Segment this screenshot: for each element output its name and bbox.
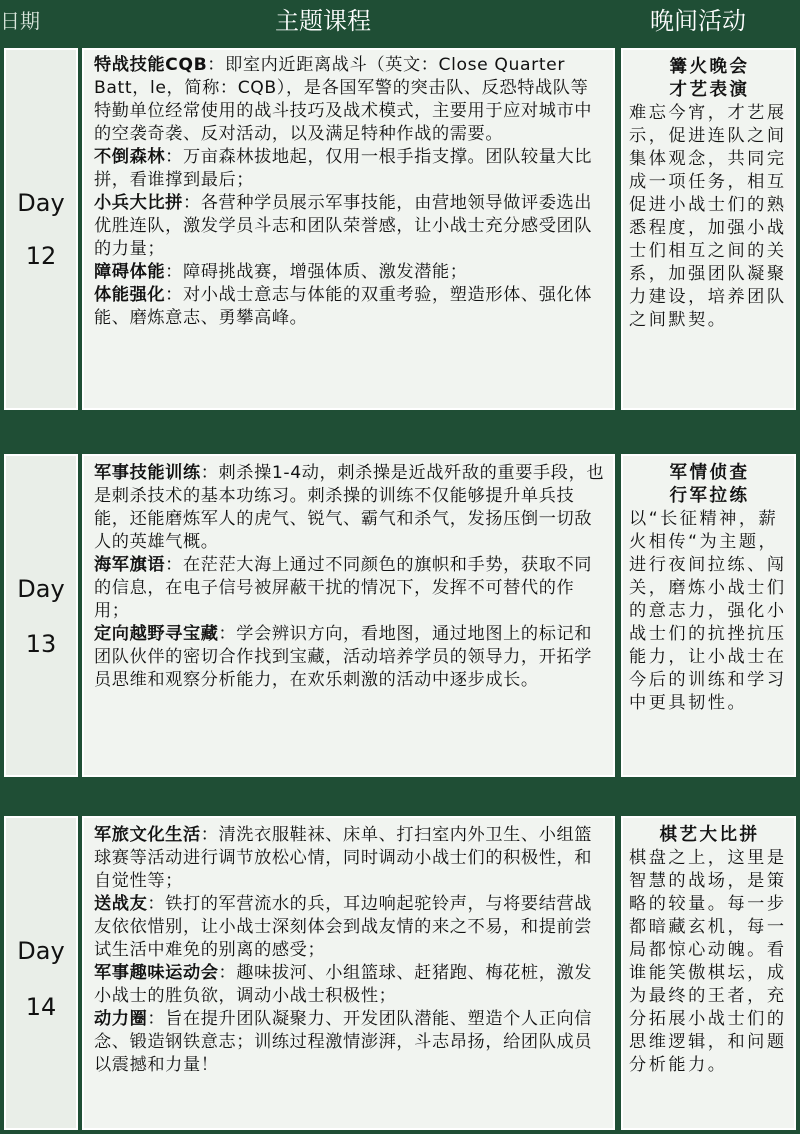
course-item-text: ：趣味拔河、小组篮球、赶猪跑、梅花桩，激发小战士的胜负欲，调动小战士积极性； [94, 963, 593, 1006]
course-item-title: 小兵大比拼 [94, 193, 183, 213]
main-course-text [94, 54, 605, 330]
course-item-title: 送战友 [94, 894, 148, 914]
day-cell [2, 46, 80, 412]
evening-activity-cell [619, 452, 798, 779]
day-cell [2, 814, 80, 1132]
day-number: 12 [25, 242, 57, 270]
course-item-title: 海军旗语 [94, 555, 166, 575]
course-item-text: ：旨在提升团队凝聚力、开发团队潜能、塑造个人正向信念、锻造钢铁意志；训练过程激情澎湃，斗志昂扬，给团队成员以震撼和力量！ [94, 1009, 593, 1075]
day-word: Day [17, 189, 65, 217]
course-item-title: 体能强化 [94, 285, 166, 305]
course-item-title: 定向越野寻宝藏 [94, 624, 219, 644]
course-item-text: ：清洗衣服鞋袜、床单、打扫室内外卫生、小组篮球赛等活动进行调节放松心情，同时调动小战士们的积极性，和自觉性等； [94, 825, 593, 891]
evening-activity-cell [619, 814, 798, 1132]
course-item [94, 1008, 605, 1077]
evening-title: 军情侦查 [669, 463, 750, 483]
evening-body: 以“长征精神，薪火相传“为主题，进行夜间拉练、闯关，磨炼小战士们的意志力，强化小战士们的抗挫抗压能力，让小战士在今后的训练和学习中更具韧性。 [629, 509, 787, 713]
course-item [94, 462, 605, 554]
evening-title: 棋艺大比拼 [659, 825, 760, 845]
main-course-column-header: 主题课程 [275, 7, 371, 35]
evening-activity-text [629, 824, 790, 1077]
course-item [94, 192, 605, 261]
course-item-text: ：铁打的军营流水的兵，耳边响起驼铃声，与将要结营战友依依惜别，让小战士深刻体会到战友情的来之不易，和提前尝试生活中难免的别离的感受； [94, 894, 593, 960]
evening-body: 棋盘之上，这里是智慧的战场，是策略的较量。每一步都暗藏玄机，每一局都惊心动魄。看谁能笑傲棋坛，成为最终的王者，充分拓展小战士们的思维逻辑，和问题分析能力。 [629, 848, 787, 1075]
main-course-cell [80, 46, 617, 412]
day-cell [2, 452, 80, 779]
main-course-cell [80, 452, 617, 779]
course-item-title: 障碍体能 [94, 262, 166, 282]
course-item-text: ：刺杀操1-4动，刺杀操是近战歼敌的重要手段，也是刺杀技术的基本功练习。刺杀操的训练不仅能够提升单兵技能，还能磨炼军人的虎气、锐气、霸气和杀气，发扬压倒一切敌人的英雄气概。 [94, 463, 605, 552]
evening-body: 难忘今宵，才艺展示，促进连队之间集体观念，共同完成一项任务，相互促进小战士们的熟悉程度，加强小战士们相互之间的关系，加强团队凝聚力建设，培养团队之间默契。 [629, 103, 787, 330]
evening-activity-cell [619, 46, 798, 412]
course-item-text: ：各营种学员展示军事技能，由营地领导做评委选出优胜连队，激发学员斗志和团队荣誉感，让小战士充分感受团队的力量； [94, 193, 593, 259]
course-item-text: ：在茫茫大海上通过不同颜色的旗帜和手势，获取不同的信息，在电子信号被屏蔽干扰的情况下，发挥不可替代的作用； [94, 555, 593, 621]
course-item [94, 261, 605, 284]
course-item [94, 54, 605, 146]
course-item-title: 军旅文化生活 [94, 825, 201, 845]
day-word: Day [17, 937, 65, 965]
course-item [94, 893, 605, 962]
course-item [94, 554, 605, 623]
evening-title: 行军拉练 [669, 486, 750, 506]
main-course-cell [80, 814, 617, 1132]
table-header [0, 0, 800, 44]
course-item-text: ：万亩森林拔地起，仅用一根手指支撑。团队较量大比拼，看谁撑到最后； [94, 147, 593, 190]
course-item-text: ：障碍挑战赛，增强体质、激发潜能； [165, 262, 468, 282]
evening-title: 篝火晚会 [669, 57, 750, 77]
evening-title: 才艺表演 [669, 80, 750, 100]
course-item-title: 军事趣味运动会 [94, 963, 219, 983]
course-item-text: ：即室内近距离战斗（英文：Close Quarter Batt，le，简称：CQB），是各国军警的突击队、反恐特战队等特勤单位经常使用的战斗技巧及战术模式，主要用于应对城市中的空袭奇袭、反对活动，以及满足特种作战的需要。 [94, 55, 593, 144]
course-item-title: 军事技能训练 [94, 463, 201, 483]
evening-activity-text [629, 462, 790, 715]
course-item-text: ：学会辨识方向，看地图，通过地图上的标记和团队伙伴的密切合作找到宝藏，活动培养学员的领导力，开拓学员思维和观察分析能力，在欢乐刺激的活动中逐步成长。 [94, 624, 593, 690]
evening-activity-column-header: 晚间活动 [650, 7, 746, 35]
course-item-text: ：对小战士意志与体能的双重考验，塑造形体、强化体能、磨炼意志、勇攀高峰。 [94, 285, 593, 328]
day-word: Day [17, 575, 65, 603]
course-item [94, 623, 605, 692]
course-item [94, 824, 605, 893]
date-column-header: 日期 [0, 9, 40, 33]
course-item [94, 284, 605, 330]
day-number: 14 [25, 993, 57, 1021]
course-item-title: 特战技能CQB [94, 55, 208, 75]
course-item-title: 不倒森林 [94, 147, 166, 167]
main-course-text [94, 824, 605, 1077]
course-item [94, 962, 605, 1008]
evening-activity-text [629, 56, 790, 332]
course-item-title: 动力圈 [94, 1009, 148, 1029]
main-course-text [94, 462, 605, 692]
day-number: 13 [25, 630, 57, 658]
course-item [94, 146, 605, 192]
